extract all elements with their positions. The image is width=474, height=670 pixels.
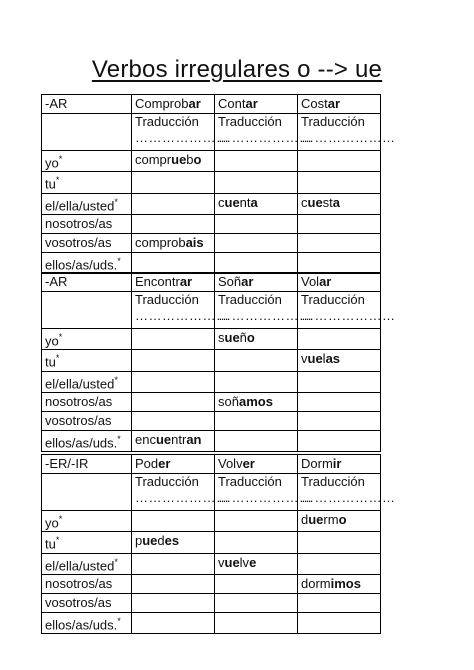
- conjugation-cell: puedes: [132, 532, 215, 553]
- conjugation-row: [42, 411, 381, 430]
- pronoun-label: nosotros/as: [42, 392, 132, 411]
- conjugation-blank-cell[interactable]: [298, 172, 381, 193]
- verb-header-costar: Costar: [298, 95, 381, 114]
- group-label: -ER/-IR: [42, 455, 132, 474]
- conjugation-blank-cell[interactable]: [215, 574, 298, 593]
- verb-header-soñar: Soñar: [215, 273, 298, 292]
- translation-label: Traducción: [301, 114, 365, 129]
- conjugation-cell: dormimos: [298, 574, 381, 593]
- pronoun-label: nosotros/as: [42, 214, 132, 233]
- verb-header-encontrar: Encontrar: [132, 273, 215, 292]
- pronoun-label: vosotros/as: [42, 411, 132, 430]
- translation-empty-cell: [42, 114, 132, 151]
- conjugation-row: [42, 172, 381, 193]
- translation-label: Traducción: [135, 474, 199, 489]
- translation-empty-cell: [42, 474, 132, 511]
- conjugation-row: [42, 151, 381, 172]
- translation-cell[interactable]: [298, 474, 396, 511]
- pronoun-label: el/ella/usted*: [42, 371, 132, 392]
- pronoun-label: ellos/as/uds.*: [42, 430, 132, 451]
- conjugation-cell: cuenta: [215, 193, 298, 214]
- conjugation-blank-cell[interactable]: [298, 430, 381, 451]
- translation-label: Traducción: [135, 292, 199, 307]
- translation-blank[interactable]: …………………: [135, 130, 230, 145]
- conjugation-blank-cell[interactable]: [132, 371, 215, 392]
- conjugation-row: [42, 214, 381, 233]
- conjugation-blank-cell[interactable]: [298, 329, 381, 350]
- conjugation-blank-cell[interactable]: [298, 612, 381, 633]
- conjugation-row: [42, 371, 381, 392]
- conjugation-blank-cell[interactable]: [215, 350, 298, 371]
- translation-blank[interactable]: …………………: [301, 308, 396, 323]
- translation-cell[interactable]: [132, 114, 230, 151]
- conjugation-cell: encuentran: [132, 430, 215, 451]
- translation-blank[interactable]: …………………: [218, 308, 313, 323]
- conjugation-blank-cell[interactable]: [132, 574, 215, 593]
- conjugation-row: [42, 329, 381, 350]
- conjugation-blank-cell[interactable]: [298, 532, 381, 553]
- conjugation-blank-cell[interactable]: [215, 511, 298, 532]
- conjugation-blank-cell[interactable]: [298, 214, 381, 233]
- translation-label: Traducción: [135, 114, 199, 129]
- conjugation-blank-cell[interactable]: [298, 411, 381, 430]
- conjugation-cell: vuelve: [215, 553, 298, 574]
- verb-header-volar: Volar: [298, 273, 381, 292]
- translation-blank[interactable]: …………………: [218, 130, 313, 145]
- conjugation-blank-cell[interactable]: [215, 172, 298, 193]
- conjugation-row: [42, 252, 381, 273]
- verb-header-comprobar: Comprobar: [132, 95, 215, 114]
- pronoun-label: ellos/as/uds.*: [42, 612, 132, 633]
- translation-blank[interactable]: …………………: [301, 490, 396, 505]
- conjugation-row: [42, 593, 381, 612]
- conjugation-blank-cell[interactable]: [298, 593, 381, 612]
- verb-header-volver: Volver: [215, 455, 298, 474]
- pronoun-label: nosotros/as: [42, 574, 132, 593]
- conjugation-blank-cell[interactable]: [132, 329, 215, 350]
- conjugation-cell: cuesta: [298, 193, 381, 214]
- conjugation-blank-cell[interactable]: [298, 233, 381, 252]
- translation-label: Traducción: [301, 292, 365, 307]
- conjugation-blank-cell[interactable]: [215, 371, 298, 392]
- translation-empty-cell: [42, 292, 132, 329]
- verb-header-poder: Poder: [132, 455, 215, 474]
- pronoun-label: el/ella/usted*: [42, 193, 132, 214]
- translation-cell[interactable]: [298, 292, 396, 329]
- conjugation-blank-cell[interactable]: [298, 371, 381, 392]
- pronoun-label: el/ella/usted*: [42, 553, 132, 574]
- conjugation-blank-cell[interactable]: [215, 430, 298, 451]
- translation-label: Traducción: [218, 474, 282, 489]
- header-row: [42, 95, 381, 114]
- conjugation-blank-cell[interactable]: [215, 532, 298, 553]
- conjugation-blank-cell[interactable]: [215, 252, 298, 273]
- conjugation-blank-cell[interactable]: [132, 553, 215, 574]
- conjugation-cell: vuelas: [298, 350, 381, 371]
- conjugation-blank-cell[interactable]: [132, 593, 215, 612]
- conjugation-blank-cell[interactable]: [215, 233, 298, 252]
- conjugation-blank-cell[interactable]: [132, 511, 215, 532]
- translation-blank[interactable]: …………………: [135, 308, 230, 323]
- pronoun-label: yo*: [42, 329, 132, 350]
- group-label: -AR: [42, 273, 132, 292]
- conjugation-blank-cell[interactable]: [132, 612, 215, 633]
- verb-table-ar-1: [41, 94, 396, 274]
- translation-row: [42, 114, 381, 151]
- conjugation-blank-cell[interactable]: [215, 151, 298, 172]
- header-row: [42, 273, 381, 292]
- conjugation-blank-cell[interactable]: [132, 214, 215, 233]
- translation-cell[interactable]: [132, 292, 230, 329]
- pronoun-label: yo*: [42, 511, 132, 532]
- conjugation-cell: duermo: [298, 511, 381, 532]
- pronoun-label: tu*: [42, 172, 132, 193]
- conjugation-blank-cell[interactable]: [132, 411, 215, 430]
- translation-blank[interactable]: …………………: [135, 490, 230, 505]
- translation-label: Traducción: [218, 292, 282, 307]
- conjugation-row: [42, 350, 381, 371]
- header-row: [42, 455, 381, 474]
- conjugation-row: [42, 553, 381, 574]
- translation-label: Traducción: [301, 474, 365, 489]
- translation-blank[interactable]: …………………: [218, 490, 313, 505]
- conjugation-cell: sueño: [215, 329, 298, 350]
- conjugation-blank-cell[interactable]: [298, 392, 381, 411]
- pronoun-label: yo*: [42, 151, 132, 172]
- verb-header-contar: Contar: [215, 95, 298, 114]
- translation-cell[interactable]: [215, 292, 313, 329]
- pronoun-label: vosotros/as: [42, 593, 132, 612]
- conjugation-blank-cell[interactable]: [132, 193, 215, 214]
- conjugation-blank-cell[interactable]: [298, 151, 381, 172]
- verb-table-ar-2: [41, 272, 396, 452]
- conjugation-blank-cell[interactable]: [132, 392, 215, 411]
- translation-label: Traducción: [218, 114, 282, 129]
- pronoun-label: tu*: [42, 532, 132, 553]
- conjugation-row: [42, 532, 381, 553]
- conjugation-blank-cell[interactable]: [298, 252, 381, 273]
- conjugation-row: [42, 511, 381, 532]
- conjugation-row: [42, 574, 381, 593]
- translation-row: [42, 474, 381, 511]
- translation-row: [42, 292, 381, 329]
- conjugation-blank-cell[interactable]: [132, 252, 215, 273]
- conjugation-cell: compruebo: [132, 151, 215, 172]
- group-label: -AR: [42, 95, 132, 114]
- conjugation-blank-cell[interactable]: [215, 593, 298, 612]
- conjugation-row: [42, 233, 381, 252]
- pronoun-label: ellos/as/uds.*: [42, 252, 132, 273]
- verb-table-er-ir: [41, 454, 396, 634]
- translation-cell[interactable]: [298, 114, 396, 151]
- conjugation-blank-cell[interactable]: [215, 214, 298, 233]
- verb-header-dormir: Dormir: [298, 455, 381, 474]
- conjugation-blank-cell[interactable]: [215, 411, 298, 430]
- translation-cell[interactable]: [132, 474, 230, 511]
- translation-cell[interactable]: [215, 474, 313, 511]
- conjugation-blank-cell[interactable]: [132, 172, 215, 193]
- conjugation-blank-cell[interactable]: [132, 350, 215, 371]
- conjugation-blank-cell[interactable]: [298, 553, 381, 574]
- pronoun-label: tu*: [42, 350, 132, 371]
- pronoun-label: vosotros/as: [42, 233, 132, 252]
- translation-cell[interactable]: [215, 114, 313, 151]
- conjugation-cell: comprobais: [132, 233, 215, 252]
- conjugation-row: [42, 430, 381, 451]
- conjugation-row: [42, 612, 381, 633]
- conjugation-row: [42, 392, 381, 411]
- translation-blank[interactable]: …………………: [301, 130, 396, 145]
- conjugation-blank-cell[interactable]: [215, 612, 298, 633]
- conjugation-row: [42, 193, 381, 214]
- page-title: Verbos irregulares o --> ue: [91, 56, 383, 83]
- conjugation-cell: soñamos: [215, 392, 298, 411]
